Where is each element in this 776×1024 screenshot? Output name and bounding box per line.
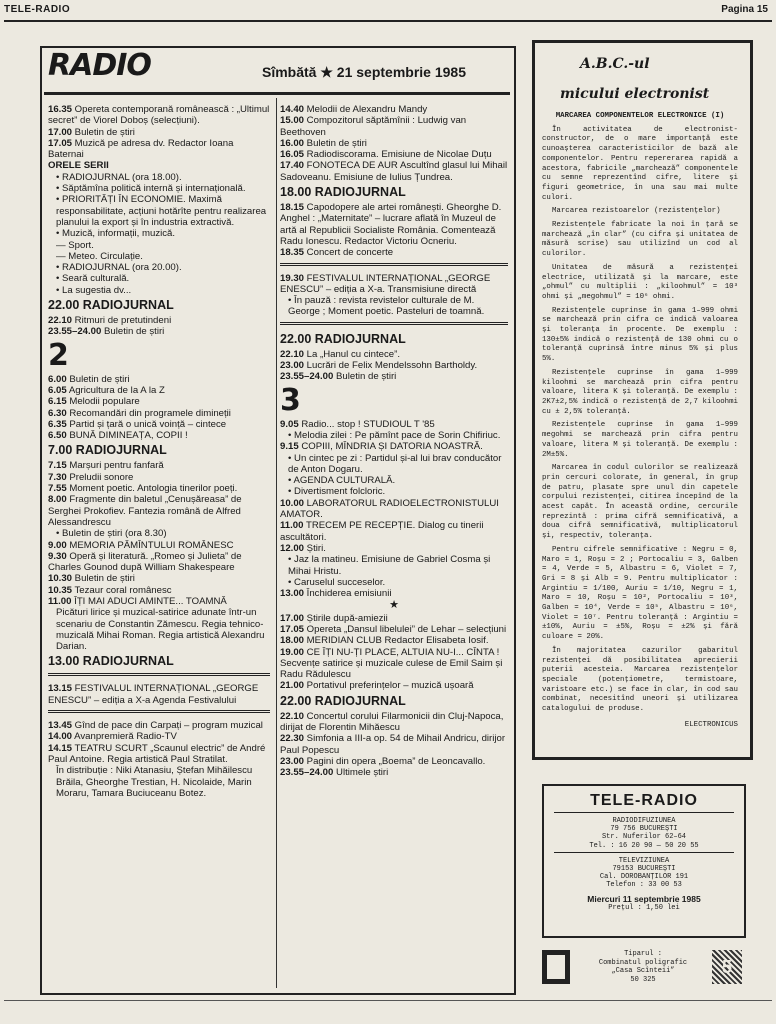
abc-subtitle: micului electronist	[560, 86, 710, 102]
program-detail: • Seară culturală.	[56, 273, 130, 285]
program-entry	[48, 460, 270, 471]
program-entry	[280, 349, 508, 360]
program-detail: • Muzică, informații, muzică.	[56, 228, 176, 240]
program-detail: • În pauză : revista revistelor culturale de M. George ; Moment poetic. Pasteluri de toamnă.	[288, 295, 485, 318]
imprint-line: TELEVIZIUNEA	[618, 856, 670, 865]
program-time: 15.00	[280, 115, 305, 127]
imprint-line: Telefon : 33 00 53	[606, 881, 682, 890]
program-title: Radio... stop ! STUDIOUL T '85	[298, 418, 435, 430]
program-title: LABORATORUL RADIOELECTRONISTULUI AMATOR.	[280, 497, 499, 521]
program-entry	[48, 385, 270, 396]
program-entry	[48, 683, 270, 706]
program-time: 13.45	[48, 720, 73, 732]
program-entry	[280, 756, 508, 767]
program-entry	[48, 731, 270, 742]
program-title: Portativul preferințelor – muzică ușoară	[304, 680, 474, 692]
program-column-right	[280, 104, 508, 779]
program-title: Buletin de știri	[333, 371, 397, 383]
program-title: Ritmuri de pretutindeni	[72, 315, 172, 327]
imprint-radio-address	[544, 817, 744, 850]
program-title: Buletin de știri	[66, 373, 130, 385]
program-entry	[280, 104, 508, 115]
program-title: Preludii sonore	[66, 471, 134, 483]
program-title: Buletin de știri	[72, 573, 135, 585]
program-entry	[48, 540, 270, 551]
imprint-line: 79153 BUCUREȘTI	[612, 865, 676, 874]
program-entry	[280, 543, 508, 554]
program-time: 23.00	[280, 755, 305, 767]
radio-title: RADIO	[48, 48, 151, 83]
program-entry	[48, 551, 270, 574]
day-number: 2	[48, 337, 69, 373]
program-title: Pagini din opera „Boema” de Leoncavallo.	[304, 755, 486, 767]
program-entry	[48, 483, 270, 494]
program-title: Capodopere ale artei românești. Gheorghe D. Anghel : „Maternitate” – lucrare aflată în Muzeul de artă al Republicii Socialiste România. Comentează Radu Ionescu. Redactor Victoriu Ocneriu.	[280, 202, 502, 247]
program-time: 8.00	[48, 494, 67, 506]
program-title: Gînd de pace din Carpați – program muzical	[72, 720, 263, 732]
program-time: 22.10	[280, 348, 305, 360]
program-entry	[48, 374, 270, 385]
program-time: 11.00	[48, 595, 72, 607]
program-entry	[48, 573, 270, 584]
program-title: Concert de concerte	[304, 247, 394, 259]
program-title: Lucrări de Felix Mendelssohn Bartholdy.	[304, 360, 478, 372]
imprint-tv-address	[544, 857, 744, 890]
program-title: Partid și țară o unică voință – cintece	[66, 418, 227, 430]
abc-article-body	[542, 112, 738, 730]
abc-paragraph: Rezistențele fabricate la noi în țară se marchează „în clar” (cu cifra și unitatea de măsură scrise) sau utilizînd un cod al culorilor.	[542, 221, 738, 259]
program-title: Buletin de știri	[304, 137, 367, 149]
imprint-line: Str. Nuferilor 62–64	[601, 833, 686, 842]
program-entry	[280, 441, 508, 452]
program-time: 22.10	[48, 315, 73, 327]
program-entry	[48, 472, 270, 483]
abc-paragraph: Pentru cifrele semnificative : Negru = 0, Maro = 1, Roșu = 2 ; Portocaliu = 3, Galben = 4, Verde = 5, Albastru = 6, Violet = 7, Gri = 8 și Alb = 9. Pentru multiplicator : Argintiu = 1/100, Auriu = 1/10, Negru = 1, Maro = 10, Roșu = 10², Portocaliu = 10³, Galben = 10⁴, Verde = 10⁵, Albastru = 10⁶, Violet = 10⁷. Pentru toleranță : Argintiu = ±10%, Auriu = ±5%, Roșu = ±2% și fără culoare = 20%.	[542, 545, 738, 642]
program-entry	[48, 430, 270, 441]
program-title: Agricultura de la A la Z	[66, 384, 165, 396]
program-title: Simfonia a III-a op. 54 de Mihail Andricu, dirijor Paul Popescu	[280, 733, 506, 756]
program-time: 19.30	[280, 272, 305, 284]
abc-paragraph: Rezistențele cuprinse în gama 1–999 megohmi se marchează prin cifra pentru valoare, litera M și toleranță. De exemplu : 2M±5%.	[542, 421, 738, 459]
program-time: 21.00	[280, 680, 305, 692]
program-entry	[280, 635, 508, 646]
program-title: Opereta contemporană românească : „Ultimul secret” de Viorel Doboș (selecțiuni).	[48, 104, 270, 127]
program-time: 6.30	[48, 407, 67, 419]
program-entry	[280, 115, 508, 138]
program-time: 17.05	[48, 137, 73, 149]
imprint-line: Tel. : 16 20 90 — 50 20 55	[589, 841, 699, 850]
imprint-line: Tiparul :	[624, 950, 662, 958]
program-time: 6.00	[48, 373, 67, 385]
program-entry	[48, 596, 270, 607]
program-detail: • Jaz la matineu. Emisiune de Gabriel Cosma și Mihai Hristu.	[288, 554, 491, 577]
program-entry	[48, 419, 270, 430]
abc-paragraph: În activitatea de electronist-constructor, de o mare importanță este cunoașterea caracteristicilor de bază ale componentelor. Pentru repererarea rapidă a acestora, fabricile „marchează” componentele cu semne reprezentînd cifre, litere și figuri geometrice, în una sau mai multe culori.	[542, 125, 738, 202]
program-title: Radiodiscoramа. Emisiune de Nicolae Duțu	[304, 149, 492, 161]
program-time: 6.50	[48, 430, 67, 442]
program-entry	[280, 711, 508, 734]
program-detail: — Meteo. Circulație.	[56, 250, 143, 262]
program-entry	[280, 360, 508, 371]
program-time: 18.15	[280, 202, 305, 214]
program-title: Închiderea emisiunii	[304, 588, 392, 600]
program-time: 17.00	[48, 126, 73, 138]
program-time: 14.40	[280, 104, 305, 115]
radio-date: Sîmbătă ★ 21 septembrie 1985	[262, 64, 466, 80]
issue-price: Prețul : 1,50 lei	[608, 903, 680, 912]
program-title: MERIDIAN CLUB Redactor Elisabeta Iosif.	[304, 635, 489, 647]
imprint-line: RADIODIFUZIUNEA	[612, 817, 676, 825]
newscast-heading: 22.00 RADIOJURNAL	[48, 298, 174, 313]
program-detail: • Melodia zilei : Pe pămînt pace de Sorin Chifiriuc.	[288, 429, 501, 441]
program-detail: • RADIOJURNAL (ora 18.00).	[56, 171, 182, 183]
program-entry	[280, 647, 508, 681]
program-title: COPIII, MÎNDRIA ȘI DATORIA NOASTRĂ.	[298, 441, 483, 453]
page-number: Pagina 15	[721, 4, 768, 15]
program-time: 17.40	[280, 160, 305, 172]
program-entry	[280, 624, 508, 635]
abc-paragraph: Marcarea rezistoarelor (rezistențelor)	[552, 207, 721, 216]
program-time: 9.00	[48, 539, 67, 551]
program-title: TRECEM PE RECEPȚIE. Dialog cu tinerii ascultători.	[280, 520, 484, 543]
abc-paragraph: Unitatea de măsură a rezistenței electrice, utilizată și la marcare, este „ohmul” cu multiplii : „kiloohmul” = 10³ ohmi și „megohmul” = 10⁶ ohmi.	[542, 263, 738, 301]
abc-signature: ELECTRONICUS	[684, 720, 738, 729]
program-title: Moment poetic. Antologia tinerilor poeți.	[66, 483, 238, 495]
day-number: 3	[280, 382, 301, 418]
program-entry	[48, 585, 270, 596]
program-entry	[280, 733, 508, 756]
program-time: 6.15	[48, 396, 67, 408]
newscast-heading: 22.00 RADIOJURNAL	[280, 331, 406, 346]
newscast-heading: 18.00 RADIOJURNAL	[280, 185, 406, 200]
program-time: 23.55–24.00	[280, 767, 334, 779]
program-entry	[280, 149, 508, 160]
printer-logo-icon	[542, 950, 570, 984]
program-time: 18.35	[280, 247, 305, 259]
imprint-rule	[554, 852, 734, 853]
program-title: Tezaur coral românesc	[72, 584, 172, 596]
abc-paragraph: Rezistențele cuprinse în gama 1–999 ohmi se marchează prin cifra ce indică valoarea și toleranța în procente. De exemplu : 130±5% indică o rezistență de 130 ohmi cu o toleranță cuprinsă între minus 5% și plus 5%.	[542, 306, 738, 364]
program-time: 14.00	[48, 731, 73, 743]
program-detail: — Sport.	[56, 239, 94, 251]
program-title: Ultimele știri	[333, 767, 389, 779]
program-time: 7.15	[48, 460, 67, 472]
program-entry	[48, 396, 270, 407]
section-separator	[48, 710, 270, 715]
program-entry	[280, 419, 508, 430]
newscast-heading: 22.00 RADIOJURNAL	[280, 693, 406, 708]
program-column-left	[48, 104, 270, 799]
program-title: FONOTECA DE AUR Ascultînd glasul lui Mihail Sadoveanu. Emisiune de Iulius Țundrea.	[280, 160, 508, 183]
program-time: 9.05	[280, 418, 299, 430]
star-divider-icon: ★	[389, 599, 399, 612]
program-time: 17.00	[280, 612, 305, 624]
program-detail: În distribuție : Niki Atanasiu, Ștefan Mihăilescu Brăila, Gheorghe Trestian, H. Nicolaide, Marin Moraru, Tamara Buciuceanu Botez.	[56, 765, 253, 799]
section-separator	[280, 263, 508, 268]
program-entry	[280, 613, 508, 624]
program-time: 22.30	[280, 733, 305, 745]
program-entry	[280, 498, 508, 521]
program-title: FESTIVALUL INTERNAȚIONAL „GEORGE ENESCU” – ediția a X-a Agenda Festivalului	[48, 683, 259, 706]
issue-date: Miercuri 11 septembrie 1985	[587, 893, 701, 904]
program-time: 18.00	[280, 635, 305, 647]
program-entry	[280, 588, 508, 599]
program-title: Marșuri pentru fanfară	[66, 460, 164, 472]
program-detail: • Un cintec pe zi : Partidul și-al lui brav conducător de Anton Dogaru.	[288, 452, 502, 475]
program-title: Compozitorul săptămînii : Ludwig van Beethoven	[280, 115, 467, 138]
program-title: CE ÎȚI NU-ȚI PLACE, ALTUIA NU-I... CÎNTA ! Secvențe satirice și muzicale culese de Emil Saim și Radu Rădulescu	[280, 646, 503, 681]
program-title: Melodii populare	[66, 396, 140, 408]
imprint-line: Cal. DOROBANȚILOR 191	[599, 873, 689, 882]
program-title: Avanpremieră Radio-TV	[72, 731, 177, 743]
imprint-line: „Casa Scînteii”	[611, 967, 675, 975]
bottom-rule	[4, 1000, 772, 1001]
title-rule	[44, 92, 510, 95]
program-title: Fragmente din baletul „Cenușăreasa” de Serghei Prokofiev. Fantezia română de Alfred Alessandrescu	[48, 494, 242, 528]
abc-heading: MARCAREA COMPONENTELOR ELECTRONICE (I)	[555, 112, 725, 120]
program-detail: • Divertisment folcloric.	[288, 486, 386, 498]
program-detail: • RADIOJURNAL (ora 20.00).	[56, 262, 182, 274]
column-divider	[276, 98, 277, 988]
program-time: 7.55	[48, 483, 67, 495]
imprint-line: Combinatul poligrafic	[598, 958, 688, 967]
imprint-line: 79 756 BUCUREȘTI	[610, 825, 678, 834]
printer-info	[582, 950, 704, 984]
program-entry	[280, 138, 508, 149]
program-time: 13.00	[280, 588, 305, 600]
program-entry	[280, 371, 508, 382]
program-time: 10.00	[280, 497, 305, 509]
program-detail: • Buletin de știri (ora 8.30)	[56, 528, 167, 540]
program-time: 23.55–24.00	[280, 371, 334, 383]
program-time: 9.15	[280, 441, 299, 453]
page-badge: 5	[712, 950, 742, 984]
program-title: Știri.	[304, 542, 326, 554]
printer-box	[542, 944, 742, 992]
abc-paragraph: În majoritatea cazurilor gabaritul rezistenței dă posibilitatea aprecierii puterii acesteia. Marcarea rezistențelor speciale (potențiometre, termistoare, varistoare etc.) se face în clar, în cod sau combinat, necesitînd uneori și utilizarea catalogului de produse.	[542, 646, 738, 714]
abc-paragraphs	[542, 126, 738, 715]
program-entry	[280, 767, 508, 778]
program-detail: • PRIORITĂȚI ÎN ECONOMIE. Maximă responsabilitate, acțiuni hotărîte pentru realizarea planului la export și în industria extractivă.	[56, 194, 267, 228]
program-time: 16.00	[280, 137, 305, 149]
imprint-line: 50 325	[630, 975, 656, 984]
abc-title: A.B.C.-ul	[580, 56, 650, 72]
program-entry	[280, 247, 508, 258]
program-title: Concertul corului Filarmonicii din Cluj-Napoca, dirijat de Florentin Mihăescu	[280, 710, 504, 734]
abc-paragraph: Rezistențele cuprinse în gama 1–999 kiloohmi se marchează prin cifra pentru valoare, litera K și toleranță. De exemplu : 2K7±2,5% indică o rezistență de 2,7 kiloohmi cu ± 2,5% toleranță.	[542, 368, 738, 416]
program-time: 16.35	[48, 104, 73, 115]
program-detail: • Săptămîna politică internă și internațională.	[56, 183, 246, 195]
program-title: La „Hanul cu cintece”.	[304, 348, 400, 360]
program-time: 19.00	[280, 646, 305, 658]
abc-paragraph: Marcarea în codul culorilor se realizează prin cercuri colorate, în general, în grup de patru, plasate spre unul din capetele corpului rezistenței, citirea începînd de la acest capăt. În această ordine, cercurile reprezintă : prima cifră semnificativă, a doua cifră semnificativă, multiplicatorul și, respectiv, toleranța.	[542, 464, 738, 541]
program-title: MEMORIA PĂMÎNTULUI ROMÂNESC	[66, 539, 234, 551]
section-header: TELE-RADIO	[4, 4, 71, 15]
program-entry	[48, 408, 270, 419]
program-detail: • La sugestia dv...	[56, 284, 132, 296]
program-entry	[48, 104, 270, 127]
program-title: Muzică pe adresa dv. Redactor Ioana Baternai	[48, 137, 234, 161]
program-entry	[280, 520, 508, 543]
program-time: 22.10	[280, 710, 305, 722]
newscast-heading: 13.00 RADIOJURNAL	[48, 654, 174, 669]
program-time: 14.15	[48, 742, 73, 754]
program-time: 16.05	[280, 149, 305, 161]
program-title: BUNĂ DIMINEAȚA, COPII !	[66, 430, 188, 442]
program-title: Știrile după-amiezii	[304, 612, 388, 624]
program-entry	[280, 273, 508, 296]
imprint-rule	[554, 812, 734, 813]
program-time: 17.05	[280, 623, 305, 635]
section-separator	[48, 673, 270, 678]
program-entry	[48, 127, 270, 138]
program-entry	[48, 720, 270, 731]
program-time: 6.05	[48, 384, 67, 396]
program-time: 9.30	[48, 550, 67, 562]
program-entry	[48, 138, 270, 161]
program-detail: • Caruselul succeselor.	[288, 576, 386, 588]
program-detail: Picături lirice și muzical-satirice adunate într-un scenariu de Constantin Zămescu. Regia tehnico-muzicală Mihai Roman. Regia artistică Alexandru Darian.	[56, 607, 265, 653]
teleradio-imprint-box	[542, 784, 746, 938]
program-title: Recomandări din programele dimineții	[66, 407, 231, 419]
program-time: 23.00	[280, 360, 305, 372]
program-time: 23.55–24.00	[48, 326, 102, 338]
program-entry	[48, 315, 270, 326]
program-time: 12.00	[280, 542, 305, 554]
program-title: ÎȚI MAI ADUCI AMINTE... TOAMNĂ	[71, 595, 227, 607]
program-entry	[280, 160, 508, 183]
program-title: TEATRU SCURT „Scaunul electric” de André Paul Antoine. Regia artistică Paul Stratilat.	[48, 742, 266, 765]
newscast-heading: 7.00 RADIOJURNAL	[48, 443, 167, 458]
program-time: 10.35	[48, 584, 73, 596]
program-entry	[48, 494, 270, 528]
program-title: Buletin de știri	[101, 326, 165, 338]
header-rule	[4, 20, 772, 22]
program-title: FESTIVALUL INTERNAȚIONAL „GEORGE ENESCU” – ediția a X-a. Transmisiune directă	[280, 272, 491, 295]
program-title: Operă și literatură. „Romeo și Julieta” de Charles Gounod după William Shakespeare	[48, 550, 242, 574]
program-entry	[280, 202, 508, 247]
program-title: Melodii de Alexandru Mandy	[304, 104, 428, 115]
program-block-label: ORELE SERII	[48, 160, 109, 172]
program-title: Buletin de știri	[72, 126, 135, 138]
program-title: Opereta „Dansul libelulei” de Lehar – selecțiuni	[304, 623, 507, 635]
section-separator	[280, 322, 508, 327]
program-time: 11.00	[280, 520, 304, 532]
program-time: 6.35	[48, 418, 67, 430]
program-time: 7.30	[48, 471, 67, 483]
program-time: 13.15	[48, 683, 73, 695]
teleradio-imprint-title: TELE-RADIO	[590, 792, 698, 809]
program-detail: • AGENDA CULTURALĂ.	[288, 475, 396, 487]
program-entry	[280, 680, 508, 691]
program-time: 10.30	[48, 573, 73, 585]
program-entry	[48, 743, 270, 766]
program-entry	[48, 326, 270, 337]
